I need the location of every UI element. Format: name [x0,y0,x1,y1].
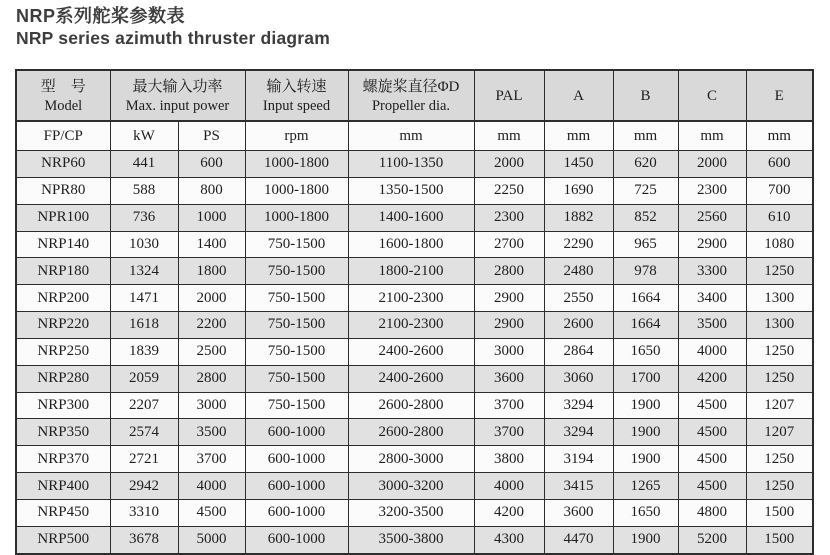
units-cell-b-mm: mm [613,121,678,151]
table-cell: 2300 [678,177,746,204]
table-cell: 1650 [613,338,678,365]
col-header-c [678,70,746,121]
table-cell: 750-1500 [245,231,348,258]
table-cell: 1324 [110,258,178,285]
table-cell: 750-1500 [245,338,348,365]
table-cell: 750-1500 [245,365,348,392]
table-cell: 600 [178,151,245,178]
table-cell: 2400-2600 [348,365,474,392]
table-cell: 1250 [746,473,813,500]
table-cell: 3678 [110,526,178,553]
table-cell: 3500 [178,419,245,446]
col-header-pal [474,70,544,121]
table-cell: 3000 [474,338,544,365]
col-header-e-label: E [774,87,784,104]
table-cell: 4500 [678,392,746,419]
table-cell: 736 [110,204,178,231]
table-cell: 2574 [110,419,178,446]
table-cell: 3415 [544,473,613,500]
units-cell-model-type: FP/CP [16,121,110,151]
table-cell: 3700 [178,446,245,473]
table-cell: 2059 [110,365,178,392]
col-header-power-en: Max. input power [125,97,230,114]
table-cell: 4500 [678,419,746,446]
table-cell: 3000 [178,392,245,419]
table-cell: 1664 [613,285,678,312]
table-row [16,499,813,526]
table-cell: 2550 [544,285,613,312]
table-cell: 2000 [474,151,544,178]
table-cell: 2100-2300 [348,312,474,339]
table-cell: 1000-1800 [245,204,348,231]
table-row [16,151,813,178]
table-cell: 3300 [678,258,746,285]
table-cell: 1300 [746,312,813,339]
table-row [16,258,813,285]
table-row [16,338,813,365]
table-cell: 1471 [110,285,178,312]
table-cell: 2200 [178,312,245,339]
table-cell: 1250 [746,365,813,392]
table-header-row [16,70,813,121]
units-cell-dia-mm: mm [348,121,474,151]
table-cell: NRP450 [16,499,110,526]
table-cell: 1900 [613,419,678,446]
table-cell: 800 [178,177,245,204]
table-cell: 2600 [544,312,613,339]
table-cell: 3310 [110,499,178,526]
col-header-b-label: B [640,87,651,104]
col-header-dia-zh: 螺旋桨直径ΦD [362,78,460,95]
table-cell: 620 [613,151,678,178]
table-cell: 1080 [746,231,813,258]
table-cell: 610 [746,204,813,231]
table-cell: 3800 [474,446,544,473]
table-cell: 1207 [746,419,813,446]
table-cell: NRP350 [16,419,110,446]
table-cell: NRP500 [16,526,110,553]
table-row [16,446,813,473]
col-header-max-input-power [110,70,245,121]
table-cell: 2250 [474,177,544,204]
col-header-a-label: A [573,87,584,104]
col-header-model-zh: 型 号 [40,78,86,95]
table-cell: 3200-3500 [348,499,474,526]
page-title-chinese: NRP系列舵桨参数表 [16,6,186,26]
table-cell: 1800-2100 [348,258,474,285]
table-cell: 2721 [110,446,178,473]
table-cell: 2800 [178,365,245,392]
table-cell: 1250 [746,446,813,473]
col-header-input-speed [245,70,348,121]
table-cell: 1900 [613,446,678,473]
table-cell: 750-1500 [245,258,348,285]
table-row [16,231,813,258]
units-cell-rpm: rpm [245,121,348,151]
table-units-row [16,121,813,151]
table-cell: NRP200 [16,285,110,312]
table-cell: 965 [613,231,678,258]
table-cell: 1900 [613,526,678,553]
col-header-speed-en: Input speed [262,97,331,114]
col-header-pal-label: PAL [495,87,523,104]
table-cell: 1250 [746,258,813,285]
table-cell: 600-1000 [245,419,348,446]
table-cell: NRP140 [16,231,110,258]
table-cell: 5000 [178,526,245,553]
table-cell: 1618 [110,312,178,339]
table-cell: 2600-2800 [348,392,474,419]
table-cell: 1250 [746,338,813,365]
table-cell: 4200 [678,365,746,392]
table-cell: 2800 [474,258,544,285]
col-header-power-zh: 最大输入功率 [132,78,223,95]
units-cell-a-mm: mm [544,121,613,151]
col-header-c-label: C [706,87,717,104]
table-cell: NPR100 [16,204,110,231]
table-cell: 700 [746,177,813,204]
table-cell: 1030 [110,231,178,258]
table-cell: 600-1000 [245,473,348,500]
table-cell: 2900 [678,231,746,258]
table-cell: 4470 [544,526,613,553]
table-row [16,312,813,339]
table-cell: 1690 [544,177,613,204]
table-cell: 1664 [613,312,678,339]
table-cell: 4500 [678,473,746,500]
table-cell: 4800 [678,499,746,526]
table-cell: 600 [746,151,813,178]
table-cell: 3700 [474,419,544,446]
table-cell: 3600 [474,365,544,392]
table-cell: 1800 [178,258,245,285]
table-cell: 2500 [178,338,245,365]
table-cell: 2942 [110,473,178,500]
page-title-english: NRP series azimuth thruster diagram [16,28,330,48]
table-cell: 1300 [746,285,813,312]
table-cell: 5200 [678,526,746,553]
table-cell: 1207 [746,392,813,419]
table-cell: NRP280 [16,365,110,392]
table-cell: 1650 [613,499,678,526]
table-cell: 1600-1800 [348,231,474,258]
table-cell: 1000-1800 [245,151,348,178]
table-cell: 4500 [678,446,746,473]
table-cell: 3294 [544,419,613,446]
table-cell: 441 [110,151,178,178]
col-header-dia-en: Propeller dia. [371,97,451,114]
table-cell: 588 [110,177,178,204]
table-cell: 1265 [613,473,678,500]
table-cell: NRP400 [16,473,110,500]
table-cell: 750-1500 [245,285,348,312]
table-cell: 1500 [746,499,813,526]
table-cell: 2207 [110,392,178,419]
thruster-parameters-table [15,69,814,555]
table-row [16,204,813,231]
table-cell: 1350-1500 [348,177,474,204]
table-cell: 2900 [474,285,544,312]
table-cell: 1839 [110,338,178,365]
table-cell: 2100-2300 [348,285,474,312]
units-cell-c-mm: mm [678,121,746,151]
table-cell: 2600-2800 [348,419,474,446]
table-cell: 1500 [746,526,813,553]
table-cell: NRP180 [16,258,110,285]
table-cell: 2560 [678,204,746,231]
table-cell: 2000 [178,285,245,312]
units-cell-e-mm: mm [746,121,813,151]
units-cell-pal-mm: mm [474,121,544,151]
table-cell: 1000 [178,204,245,231]
col-header-model-en: Model [44,97,83,114]
table-cell: 2480 [544,258,613,285]
units-cell-ps: PS [178,121,245,151]
table-cell: 1000-1800 [245,177,348,204]
col-header-model [16,70,110,121]
table-cell: 852 [613,204,678,231]
table-cell: 2800-3000 [348,446,474,473]
table-cell: 1882 [544,204,613,231]
table-cell: 2000 [678,151,746,178]
table-cell: 1700 [613,365,678,392]
table-cell: 3500-3800 [348,526,474,553]
table-row [16,526,813,553]
table-cell: 1450 [544,151,613,178]
table-cell: 725 [613,177,678,204]
table-cell: 750-1500 [245,392,348,419]
table-cell: 750-1500 [245,312,348,339]
table-cell: 2290 [544,231,613,258]
table-cell: 3060 [544,365,613,392]
table-cell: 600-1000 [245,526,348,553]
table-cell: NRP220 [16,312,110,339]
table-cell: 3000-3200 [348,473,474,500]
table-cell: 600-1000 [245,499,348,526]
table-cell: 1100-1350 [348,151,474,178]
table-cell: 600-1000 [245,446,348,473]
page-title [0,0,830,49]
table-cell: 3500 [678,312,746,339]
table-row [16,365,813,392]
table-cell: 3700 [474,392,544,419]
table-cell: 3194 [544,446,613,473]
table-cell: 1400-1600 [348,204,474,231]
table-cell: 1900 [613,392,678,419]
table-cell: 4300 [474,526,544,553]
table-cell: 4500 [178,499,245,526]
table-row [16,392,813,419]
table-cell: 2400-2600 [348,338,474,365]
table-cell: 4200 [474,499,544,526]
table-cell: 1400 [178,231,245,258]
table-row [16,473,813,500]
table-cell: 4000 [474,473,544,500]
table-cell: NRP60 [16,151,110,178]
col-header-e [746,70,813,121]
table-cell: 978 [613,258,678,285]
table-cell: NPR80 [16,177,110,204]
table-cell: 2300 [474,204,544,231]
table-cell: 3600 [544,499,613,526]
col-header-a [544,70,613,121]
table-cell: NRP370 [16,446,110,473]
table-cell: 3400 [678,285,746,312]
table-cell: NRP250 [16,338,110,365]
table-cell: 2900 [474,312,544,339]
col-header-propeller-dia [348,70,474,121]
table-cell: NRP300 [16,392,110,419]
col-header-b [613,70,678,121]
table-cell: 4000 [178,473,245,500]
table-cell: 2700 [474,231,544,258]
table-cell: 2864 [544,338,613,365]
col-header-speed-zh: 输入转速 [266,78,327,95]
table-body [16,151,813,554]
table-row [16,419,813,446]
table-row [16,285,813,312]
units-cell-kw: kW [110,121,178,151]
table-row [16,177,813,204]
table-cell: 3294 [544,392,613,419]
table-cell: 4000 [678,338,746,365]
